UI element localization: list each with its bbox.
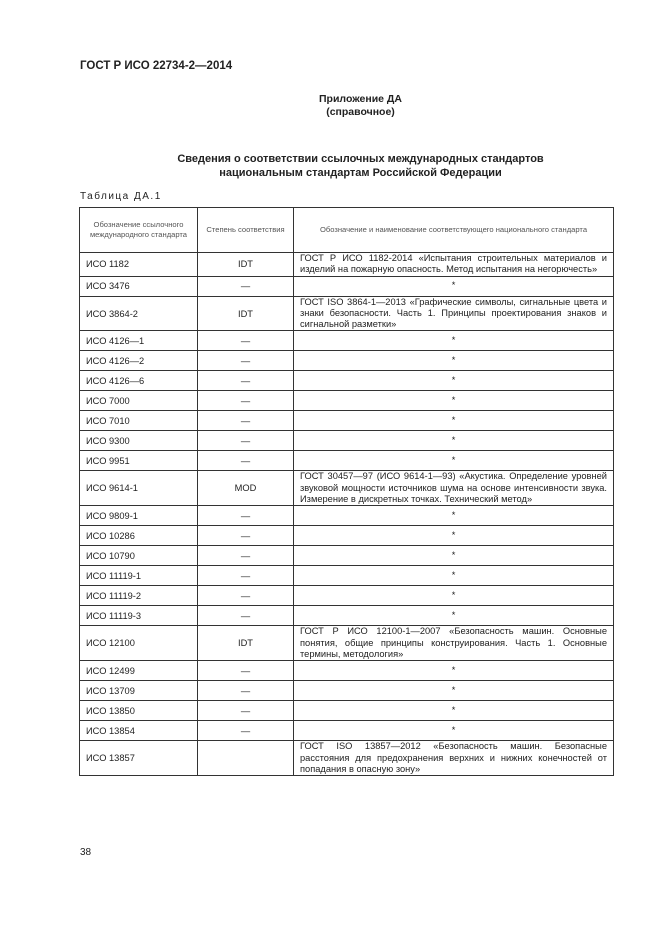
- correspondence-degree-cell: —: [198, 721, 294, 741]
- national-standard-cell: *: [294, 681, 614, 701]
- international-standard-cell: ИСО 7010: [80, 411, 198, 431]
- national-standard-cell: *: [294, 566, 614, 586]
- international-standard-cell: ИСО 7000: [80, 391, 198, 411]
- table-row: [80, 331, 614, 351]
- table-row: [80, 681, 614, 701]
- table-header-row: [80, 208, 614, 253]
- table-row: [80, 276, 614, 296]
- annex-subtitle: (справочное): [326, 106, 395, 118]
- table-row: [80, 701, 614, 721]
- national-standard-cell: ГОСТ Р ИСО 1182-2014 «Испытания строительных материалов и изделий на пожарную опасность. Метод испытания на негорючесть»: [294, 253, 614, 277]
- correspondence-degree-cell: —: [198, 351, 294, 371]
- international-standard-cell: ИСО 11119-2: [80, 586, 198, 606]
- national-standard-cell: ГОСТ ISO 13857—2012 «Безопасность машин. Безопасные расстояния для предохранения верхних и нижних конечностей от попадания в опасную зону»: [294, 741, 614, 776]
- correspondence-degree-cell: —: [198, 431, 294, 451]
- national-standard-cell: *: [294, 701, 614, 721]
- international-standard-cell: ИСО 1182: [80, 253, 198, 277]
- table-row: [80, 411, 614, 431]
- correspondence-degree-cell: [198, 741, 294, 776]
- column-header: Обозначение ссылочного международного стандарта: [80, 208, 198, 253]
- international-standard-cell: ИСО 4126—2: [80, 351, 198, 371]
- page-number: 38: [80, 847, 92, 858]
- correspondence-degree-cell: —: [198, 586, 294, 606]
- national-standard-cell: ГОСТ ISO 3864-1—2013 «Графические символы, сигнальные цвета и знаки безопасности. Часть 1. Принципы проектирования знаков и сигнальной разметки»: [294, 296, 614, 331]
- correspondence-degree-cell: —: [198, 546, 294, 566]
- correspondence-degree-cell: IDT: [198, 296, 294, 331]
- annex-title: Приложение ДА: [319, 93, 402, 105]
- national-standard-cell: *: [294, 721, 614, 741]
- table-row: [80, 606, 614, 626]
- correspondence-degree-cell: —: [198, 371, 294, 391]
- international-standard-cell: ИСО 9809-1: [80, 506, 198, 526]
- section-title-line: Сведения о соответствии ссылочных международных стандартов: [177, 153, 544, 165]
- international-standard-cell: ИСО 11119-3: [80, 606, 198, 626]
- international-standard-cell: ИСО 12100: [80, 626, 198, 661]
- table-row: [80, 351, 614, 371]
- correspondence-degree-cell: —: [198, 391, 294, 411]
- table-row: [80, 431, 614, 451]
- table-row: [80, 296, 614, 331]
- international-standard-cell: ИСО 10790: [80, 546, 198, 566]
- correspondence-degree-cell: IDT: [198, 626, 294, 661]
- national-standard-cell: *: [294, 331, 614, 351]
- national-standard-cell: *: [294, 546, 614, 566]
- national-standard-cell: ГОСТ 30457—97 (ИСО 9614-1—93) «Акустика. Определение уровней звуковой мощности источников шума на основе интенсивности звука. Измерение в дискретных точках. Технический метод»: [294, 471, 614, 506]
- national-standard-cell: *: [294, 586, 614, 606]
- international-standard-cell: ИСО 9951: [80, 451, 198, 471]
- correspondence-degree-cell: —: [198, 451, 294, 471]
- table-row: [80, 471, 614, 506]
- national-standard-cell: *: [294, 431, 614, 451]
- international-standard-cell: ИСО 13854: [80, 721, 198, 741]
- international-standard-cell: ИСО 4126—1: [80, 331, 198, 351]
- table-row: [80, 741, 614, 776]
- national-standard-cell: *: [294, 371, 614, 391]
- national-standard-cell: *: [294, 276, 614, 296]
- table-row: [80, 371, 614, 391]
- national-standard-cell: *: [294, 606, 614, 626]
- correspondence-degree-cell: —: [198, 276, 294, 296]
- section-title-line: национальным стандартам Российской Федерации: [219, 167, 502, 179]
- correspondence-degree-cell: —: [198, 566, 294, 586]
- correspondence-degree-cell: IDT: [198, 253, 294, 277]
- table-row: [80, 721, 614, 741]
- international-standard-cell: ИСО 3864-2: [80, 296, 198, 331]
- international-standard-cell: ИСО 9300: [80, 431, 198, 451]
- correspondence-degree-cell: —: [198, 506, 294, 526]
- correspondence-table: [79, 207, 614, 776]
- table-row: [80, 546, 614, 566]
- national-standard-cell: *: [294, 391, 614, 411]
- table-row: [80, 391, 614, 411]
- correspondence-degree-cell: —: [198, 411, 294, 431]
- international-standard-cell: ИСО 3476: [80, 276, 198, 296]
- national-standard-cell: *: [294, 351, 614, 371]
- international-standard-cell: ИСО 10286: [80, 526, 198, 546]
- correspondence-degree-cell: MOD: [198, 471, 294, 506]
- national-standard-cell: ГОСТ Р ИСО 12100-1—2007 «Безопасность машин. Основные понятия, общие принципы конструирования. Часть 1. Основные термины, методология»: [294, 626, 614, 661]
- table-row: [80, 661, 614, 681]
- table-row: [80, 506, 614, 526]
- international-standard-cell: ИСО 9614-1: [80, 471, 198, 506]
- correspondence-degree-cell: —: [198, 701, 294, 721]
- column-header: Степень соответствия: [198, 208, 294, 253]
- document-header: ГОСТ Р ИСО 22734-2—2014: [80, 60, 233, 72]
- correspondence-degree-cell: —: [198, 331, 294, 351]
- table-row: [80, 586, 614, 606]
- table-row: [80, 626, 614, 661]
- international-standard-cell: ИСО 11119-1: [80, 566, 198, 586]
- national-standard-cell: *: [294, 526, 614, 546]
- international-standard-cell: ИСО 13850: [80, 701, 198, 721]
- international-standard-cell: ИСО 12499: [80, 661, 198, 681]
- correspondence-degree-cell: —: [198, 681, 294, 701]
- annex-heading: [0, 93, 661, 119]
- table-row: [80, 253, 614, 277]
- correspondence-degree-cell: —: [198, 606, 294, 626]
- table-caption: Таблица ДА.1: [80, 191, 162, 202]
- table-row: [80, 526, 614, 546]
- national-standard-cell: *: [294, 451, 614, 471]
- table-row: [80, 566, 614, 586]
- international-standard-cell: ИСО 13857: [80, 741, 198, 776]
- column-header: Обозначение и наименование соответствующего национального стандарта: [294, 208, 614, 253]
- national-standard-cell: *: [294, 506, 614, 526]
- national-standard-cell: *: [294, 411, 614, 431]
- international-standard-cell: ИСО 13709: [80, 681, 198, 701]
- correspondence-degree-cell: —: [198, 661, 294, 681]
- section-title: [0, 152, 661, 180]
- international-standard-cell: ИСО 4126—6: [80, 371, 198, 391]
- national-standard-cell: *: [294, 661, 614, 681]
- table-row: [80, 451, 614, 471]
- correspondence-degree-cell: —: [198, 526, 294, 546]
